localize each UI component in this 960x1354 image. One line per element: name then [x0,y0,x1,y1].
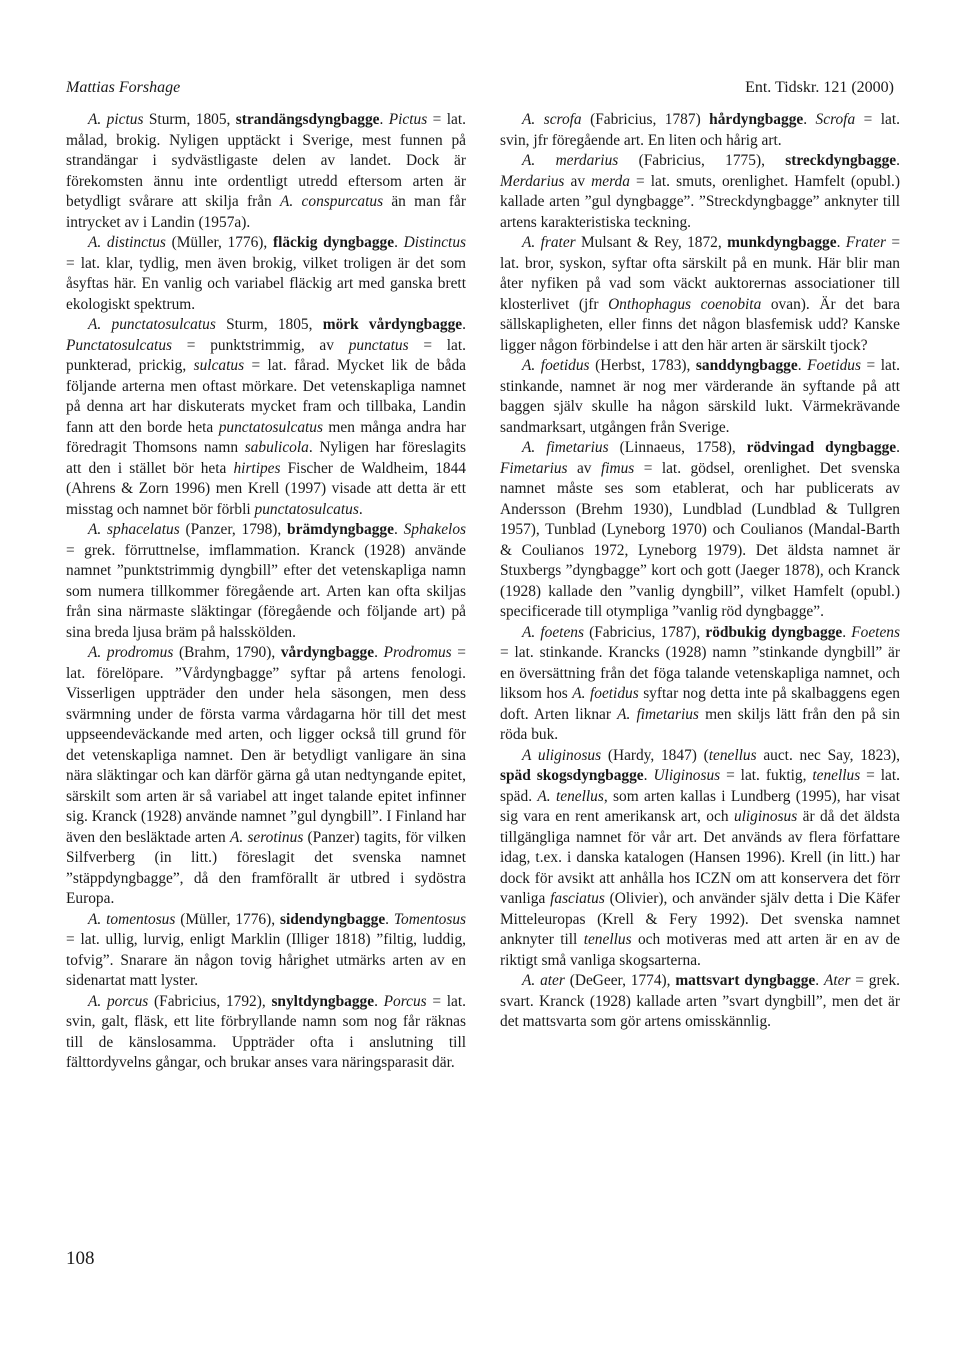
text-run: = lat. stinkande. Krancks (1928) namn ”stinkande dyngbill” är en översättning från det föga talande vetenskapliga namnet, och liksom hos [500,644,900,702]
text-run: . [896,152,900,169]
italic-text: A. tomentosus [88,910,176,928]
italic-text: A. scrofa [522,111,582,128]
common-name: vårdyngbagge [280,644,375,661]
text-run: = lat. fårad. Mycket lik de båda följande arterna men oftast mörkare. Det vetenskapliga namnet på denna art har diskuterats mycket fram och tillbaka, Landin fann att den borde heta [66,357,466,436]
text-run: (Müller, 1776), [175,910,280,928]
italic-text: A. tenellus [537,787,604,805]
common-name: streckdyngbagge [785,152,897,169]
italic-text: A. foetidus [572,685,639,702]
text-run: = lat. späd. [500,767,900,805]
text-run: och motiveras med att arten är en av de riktigt små vanliga skogsarterna. [500,931,900,969]
text-run: = lat. stinkande, namnet är nog mer värderande än syftande på att baggen själv skulle ha någon särskild lukt. Värmekrävande sandmarksart, utgången från Sverige. [500,357,900,436]
text-run: . [836,234,846,251]
text-run: = punktstrimmig, av [172,336,349,354]
text-run: . [842,623,852,641]
italic-text: A. porcus [88,992,149,1010]
text-run: . [394,234,404,251]
text-run: = lat. bror, syskon, syftar ofta särskilt på en munk. Här blir man åter nyfiken på vad som väckt auktorernas associationer till klosterlivet (jfr [500,234,900,313]
text-run: . [374,992,384,1010]
text-run: = grek. svart. Kranck (1928) kallade arten ”svart dyngbill”, men det är det mattsvarta som gör artens omisskännlig. [500,972,900,1030]
text-run: (DeGeer, 1774), [564,972,676,989]
text-run: (Panzer, 1798), [179,521,288,538]
text-run: = lat. smuts, orenlighet. Hamfelt (opubl.) kallade arten ”gul dyngbagge”. ”Streckdyngbagge” anknyter till artens karakteristiska teckning. [500,172,900,231]
species-entry [500,110,900,151]
text-run: (Fabricius, 1787), [583,623,706,641]
common-name: rödbukig dyngbagge [705,623,843,641]
common-name: munkdyngbagge [727,234,837,251]
common-name: mörk vårdyngbagge [322,316,463,333]
text-run: = lat. fuktig, [720,767,813,784]
common-name: strandängsdyngbagge [235,111,380,128]
text-run: . [896,439,900,456]
text-run: är då det äldsta tillgängliga namnet för vår art. Det används av flera författare idag, t.ex. i danska katalogen (Hansen 1996). Krell (in litt.) har dock för avsikt att anhålla hos ICZN om att konservera det förr vanliga [500,808,901,907]
italic-text: Merdarius [500,172,565,190]
text-run: (Olivier), och använder själv detta i Die Käfer Mitteleuropas (Krell & Fery 1992). Det svenska namnet anknyter till [500,890,900,948]
common-name: späd skogsdyngbagge [500,767,644,784]
species-entry [500,438,900,623]
species-entry [66,110,466,233]
italic-text: Sphakelos [403,521,466,538]
text-run: men skiljs lätt från den på sin röda buk. [500,705,900,743]
species-entry [66,910,466,992]
common-name: hårdyngbagge [709,111,804,128]
italic-text: A. fimetarius [617,705,699,723]
italic-text: A. frater [522,234,576,251]
italic-text: fimus [600,459,635,477]
text-run: = lat. ullig, lurvig, enligt Marklin (Illiger 1818) ”filtig, luddig, tofvig”. Snarare än någon tovig hårighet utmärks arten av en sidenartat matt lyster. [66,931,466,989]
italic-text: A. merdarius [522,152,619,169]
text-run: Mulsant & Rey, 1872, [575,234,728,251]
italic-text: A. sphacelatus [88,521,180,538]
text-run: = lat. målad, brokig. Nyligen upptäckt i Sverige, mest funnen på strandängar i sydvästligaste delen av landet. Dock är förekomsten ännu inte ordentligt utredd eftersom arten är betydligt svårare att skilja från [66,111,466,210]
text-run: = grek. förruttnelse, imflammation. Kranck (1928) använde namnet ”punktstrimmig dyngbill” efter det vetenskapliga namn som numera tillkommer föregående art. Arten kan ofta skiljas från sina närmaste släktingar (föregående och följande art) på sina breda ljusa bräm på halsskölden. [66,541,466,641]
common-name: sanddyngbagge [695,357,798,374]
text-run: , som arten kallas i Lundberg (1995), har visat sig vara en rent amerikansk art, och [500,787,901,825]
italic-text: sabulicola [244,439,309,456]
text-run: (Hardy, 1847) ( [601,746,709,764]
page-number: 108 [66,1248,95,1269]
italic-text: A. fimetarius [522,439,609,456]
text-run: (Panzer) tagits, för vilken Silfverberg (in litt.) föreslagit det svenska namnet ”stäppdyngbagge”, då den framförallt är utbred i sydöstra Europa. [66,828,466,907]
text-run: = lat. svin, jfr föregående art. En liten och hårig art. [500,111,900,149]
text-run: . [797,357,808,374]
text-run: men många andra har föredragit Thomsons namn [66,418,466,456]
text-run: = lat. förelöpare. ”Vårdyngbagge” syftar på artens fenologi. Visserligen uppträder den under hela säsongen, men dess svärmning under de första varma vårdagarna hör till det mest uppseendeväckande med arten, och ligger också till grund för det vetenskapliga namnet. Den är betydligt vanligare än sina nära släktingar och kan därför gärna gå utan nedtyngande epitet, särskilt som arten är så variabel att inget talande epitet infinner sig. Kranck (1928) använde namnet ”gul dyngbill”. I Finland har även den besläktade arten [66,644,466,846]
text-run: = lat. svin, galt, fläsk, ett lite förbryllande namn som nog får räknas till de känslosamma. Uppträder ofta i anslutning till fälttordyvelns gångar, och brukar anses vara näringsparasit där. [66,992,467,1071]
text-run: . [643,767,654,784]
species-entry [66,520,466,643]
italic-text: A. punctatosulcatus [88,316,216,333]
text-run: Sturm, 1805, [143,111,236,128]
running-header-author: Mattias Forshage [66,79,181,96]
species-entry [66,992,466,1074]
italic-text: Scrofa [815,111,856,128]
text-run: av [567,459,601,477]
italic-text: Ater [823,972,851,989]
text-run: Sturm, 1805, [215,316,323,333]
text-run: ovan). Är det bara sällskapligheten, eller finns det någon blasfemisk udd? Kanske ligger någon förbindelse i att den här arten är särskilt tjock? [500,295,901,354]
species-entry [500,971,900,1033]
italic-text: Tomentosus [393,910,467,928]
italic-text: A. foetidus [522,357,590,374]
italic-text: punctatosulcatus [254,500,359,518]
species-entry [500,356,900,438]
italic-text: uliginosus [733,808,798,825]
text-run: än man får intrycket av i Landin (1957a). [66,193,466,231]
text-run: . [374,644,384,661]
text-run: . [393,521,404,538]
text-run: . [358,500,363,518]
text-run: . [379,111,389,128]
text-run: . [462,316,466,333]
running-header-journal: Ent. Tidskr. 121 (2000) [745,79,894,96]
italic-text: merda [591,172,630,190]
italic-text: punctatus [348,336,409,354]
common-name: fläckig dyngbagge [272,234,395,251]
common-name: mattsvart dyngbagge [675,972,816,989]
common-name: rödvingad dyngbagge [746,439,897,456]
species-entry [66,643,466,910]
italic-text: A. prodromus [88,644,174,661]
italic-text: Onthophagus coenobita [608,295,762,313]
italic-text: Fimetarius [500,459,568,477]
italic-text: Punctatosulcatus [66,336,173,354]
italic-text: hirtipes [233,459,281,477]
text-run: av [564,172,592,190]
species-entry [66,233,466,315]
italic-text: A. ater [522,972,565,989]
text-run: (Fabricius, 1792), [148,992,272,1010]
text-run: (Fabricius, 1787) [581,111,710,128]
species-entry [500,233,900,356]
italic-text: fasciatus [550,890,605,907]
species-entry [500,746,900,972]
common-name: sidendyngbagge [279,910,386,928]
italic-text: Distinctus [403,234,466,251]
text-run: (Brahm, 1790), [173,644,281,661]
italic-text: A uliginosus [522,746,602,764]
text-run: (Fabricius, 1775), [618,152,786,169]
italic-text: A. pictus [88,111,144,128]
species-entry [500,623,900,746]
italic-text: Prodromus [383,644,452,661]
text-run: syftar nog detta inte på skalbaggens egen doft. Arten liknar [500,685,900,723]
italic-text: Uliginosus [653,767,721,784]
species-entry [500,151,900,233]
italic-text: tenellus [812,767,861,784]
italic-text: tenellus [708,746,757,764]
italic-text: punctatosulcatus [218,418,323,436]
right-text-column [500,110,900,1033]
common-name: brämdyngbagge [287,521,394,538]
italic-text: A. conspurcatus [280,193,384,210]
text-run: auct. nec Say, 1823), [756,746,900,764]
text-run: Fischer de Waldheim, 1844 (Ahrens & Zorn 1996) men Krell (1997) visade att detta är ett misstag och namnet bör förbli [66,459,467,518]
italic-text: A. serotinus [229,828,304,846]
common-name: snyltdyngbagge [271,992,375,1010]
text-run: (Müller, 1776), [165,234,273,251]
text-run: . Nyligen har föreslagits att den i stället bör heta [66,439,466,477]
text-run: (Herbst, 1783), [589,357,696,374]
italic-text: Pictus [388,111,428,128]
text-run: = lat. gödsel, orenlighet. Det svenska namnet måste ses som etablerat, och har publicerats av Andersson (Brehm 1930), Lundblad (Lundblad & Tullgren 1957), Tunblad (Lyneborg 1970) och Coulianos (Mandal-Barth & Coulianos 1972, Lyneborg 1979). Det äldsta namnet är Stuxbergs ”dyngbagge” kort och gott (Jaeger 1878), och Kranck (1928) kallade den ”vanlig dyngbill”, vilket Hamfelt (opubl.) specificerade till otympliga ”vanlig röd dyngbagge”. [500,459,900,620]
text-run: = lat. klar, tydlig, men även brokig, vilket troligen är det som åsyftas här. En vanlig och variabel fläckig art med ganska brett ekologiskt spektrum. [66,254,466,313]
italic-text: Foetidus [807,357,861,374]
text-run: . [385,910,394,928]
text-run: . [803,111,816,128]
italic-text: A. distinctus [88,234,166,251]
species-entry [66,315,466,520]
left-text-column [66,110,466,1074]
italic-text: sulcatus [193,357,245,374]
italic-text: A. foetens [522,623,584,641]
italic-text: Frater [845,234,886,251]
text-run: . [815,972,824,989]
italic-text: tenellus [583,931,632,948]
text-run: = lat. punkterad, prickig, [66,336,466,374]
italic-text: Porcus [383,992,427,1010]
text-run: (Linnaeus, 1758), [608,439,747,456]
italic-text: Foetens [851,623,900,641]
